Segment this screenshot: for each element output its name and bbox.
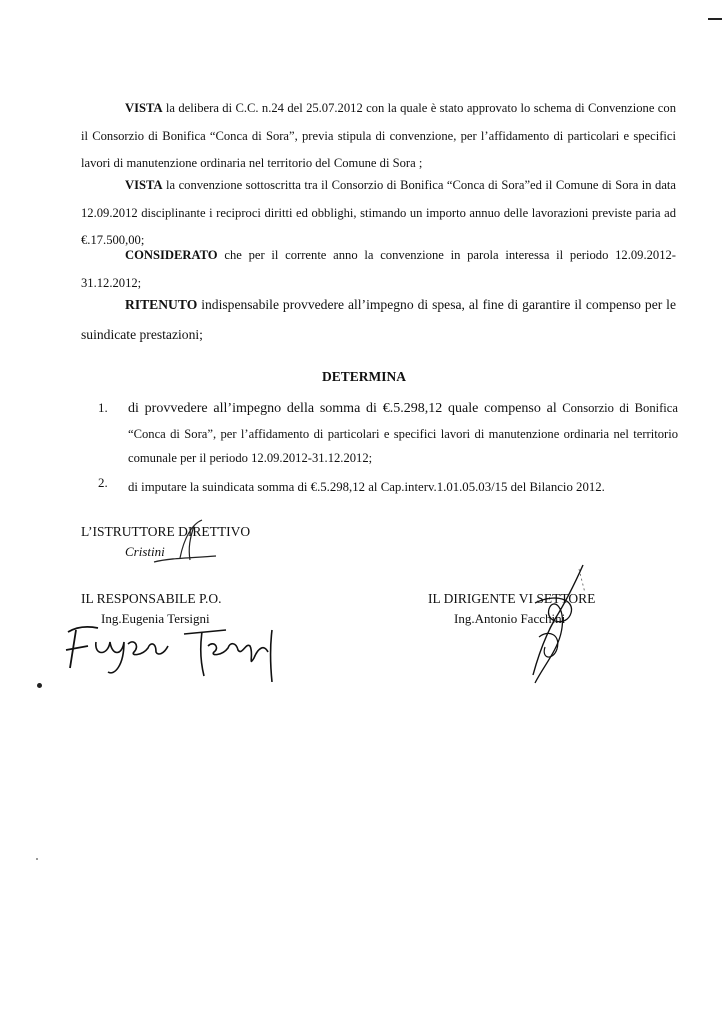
paragraph-lead: CONSIDERATO [125, 248, 218, 262]
determina-list [98, 396, 678, 499]
signatory-title: L’ISTRUTTORE DIRETTIVO [81, 524, 251, 539]
paragraph-considerato [81, 242, 676, 297]
paragraph-lead: VISTA [125, 178, 163, 192]
signatory-title: IL DIRIGENTE VI SETTORE [428, 591, 596, 606]
signatory-name: Cristini [125, 544, 165, 559]
list-item-number: 1. [98, 400, 108, 415]
paragraph-text: che per il corrente anno la convenzione in parola interessa il periodo 12.09.2012-31.12.2012; [81, 248, 676, 290]
handwritten-signature-istruttore [150, 518, 220, 568]
list-item [98, 396, 678, 471]
paragraph-vista-delibera [81, 95, 676, 178]
scan-speck [36, 858, 38, 860]
paragraph-text: la delibera di C.C. n.24 del 25.07.2012 con la quale è stato approvato lo schema di Convenzione con il Consorzio di Bonifica “Conca di Sora”, previa stipula di convenzione, per l’affidamento di particolari e specifici lavori di manutenzione ordinaria nel territorio del Comune di Sora ; [81, 101, 676, 170]
handwritten-signature-responsabile [58, 612, 288, 682]
list-item [98, 475, 678, 499]
list-item-number: 2. [98, 474, 108, 490]
signatory-name: Ing.Eugenia Tersigni [101, 611, 210, 626]
handwritten-signature-dirigente [505, 563, 595, 693]
signatory-name: Ing.Antonio Facchini [454, 611, 566, 626]
scan-dot [37, 683, 42, 688]
paragraph-ritenuto [81, 290, 676, 350]
paragraph-lead: VISTA [125, 101, 163, 115]
section-heading: DETERMINA [321, 369, 406, 384]
paragraph-lead: RITENUTO [125, 297, 198, 312]
list-item-text: di imputare la suindicata somma di €.5.298,12 al Cap.interv.1.01.05.03/15 del Bilancio 2012. [128, 479, 605, 494]
paragraph-text: indispensabile provvedere all’impegno di spesa, al fine di garantire il compenso per le suindicate prestazioni; [81, 297, 676, 342]
list-item-text: Consorzio di Bonifica “Conca di Sora”, per l’affidamento di particolari e specifici lavori di manutenzione ordinaria nel territorio comunale per il periodo 12.09.2012-31.12.2012; [128, 401, 678, 465]
paragraph-text: la convenzione sottoscritta tra il Consorzio di Bonifica “Conca di Sora”ed il Comune di Sora in data 12.09.2012 disciplinante i reciproci diritti ed obblighi, stimando un importo annuo delle lavorazioni previste paria ad €.17.500,00; [81, 178, 676, 247]
scan-mark [708, 18, 722, 20]
list-item-text: di provvedere all’impegno della somma di €.5.298,12 quale compenso al [128, 401, 557, 416]
signatory-title: IL RESPONSABILE P.O. [81, 591, 222, 606]
